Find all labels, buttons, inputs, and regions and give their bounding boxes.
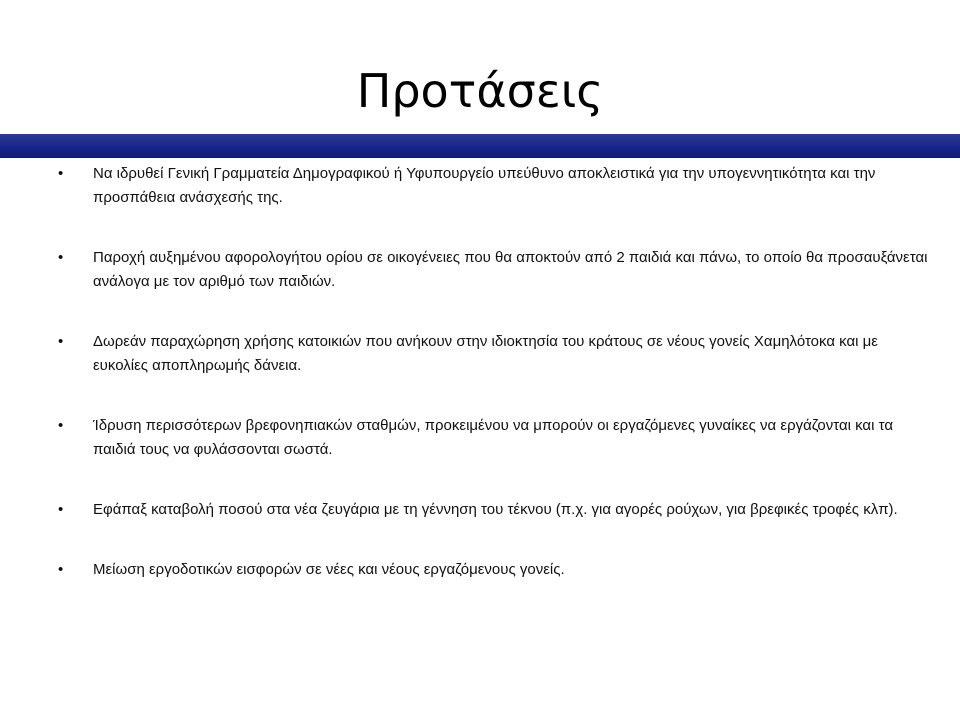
bullet-icon: • bbox=[58, 333, 64, 350]
bullet-text: Εφάπαξ καταβολή ποσού στα νέα ζευγάρια με τη γέννηση του τέκνου (π.χ. για αγορές ρούχων, για βρεφικές τροφές κλπ). bbox=[93, 501, 898, 518]
bullet-icon: • bbox=[58, 561, 64, 578]
bullet-item bbox=[56, 558, 936, 582]
bullet-text: Να ιδρυθεί Γενική Γραμματεία Δημογραφικού ή Υφυπουργείο υπεύθυνο αποκλειστικά για την υπογεννητικότητα και την προσπάθεια ανάσχεσής της. bbox=[93, 165, 876, 206]
bullet-list bbox=[56, 162, 936, 618]
bullet-text: Δωρεάν παραχώρηση χρήσης κατοικιών που ανήκουν στην ιδιοκτησία του κράτους σε νέους γονείς Χαμηλότοκα και με ευκολίες αποπληρωμής δάνεια. bbox=[93, 333, 878, 374]
bullet-icon: • bbox=[58, 417, 64, 434]
bullet-text: Παροχή αυξημένου αφορολογήτου ορίου σε οικογένειες που θα αποκτούν από 2 παιδιά και πάνω, το οποίο θα προσαυξάνεται ανάλογα με τον αριθμό των παιδιών. bbox=[93, 249, 928, 290]
bullet-item bbox=[56, 414, 936, 462]
bullet-item bbox=[56, 162, 936, 210]
bullet-text: Ίδρυση περισσότερων βρεφονηπιακών σταθμών, προκειμένου να μπορούν οι εργαζόμενες γυναίκες να εργάζονται και τα παιδιά τους να φυλάσσονται σωστά. bbox=[93, 417, 893, 458]
bullet-text: Μείωση εργοδοτικών εισφορών σε νέες και νέους εργαζόμενους γονείς. bbox=[93, 561, 565, 578]
bullet-icon: • bbox=[58, 165, 64, 182]
title-accent-band bbox=[0, 134, 960, 158]
bullet-item bbox=[56, 498, 936, 522]
bullet-icon: • bbox=[58, 249, 64, 266]
bullet-icon: • bbox=[58, 501, 64, 518]
slide-title: Προτάσεις bbox=[356, 64, 604, 118]
bullet-item bbox=[56, 246, 936, 294]
bullet-item bbox=[56, 330, 936, 378]
